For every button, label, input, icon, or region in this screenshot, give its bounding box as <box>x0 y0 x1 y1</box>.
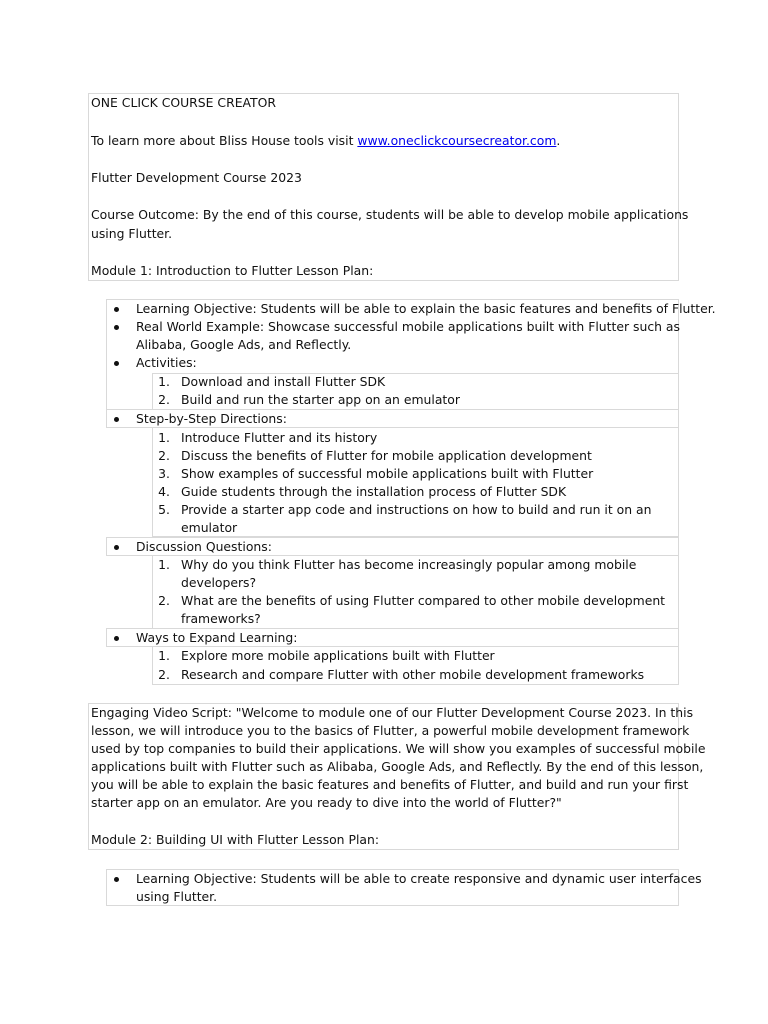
discussion-item-continued: developers? <box>181 575 257 590</box>
doc-title: ONE CLICK COURSE CREATOR <box>91 95 276 110</box>
video-script-line: Engaging Video Script: "Welcome to module one of our Flutter Development Course 2023. In this <box>91 705 694 720</box>
list-number: 2. <box>158 593 170 608</box>
list-number: 3. <box>158 466 170 481</box>
visit-line <box>91 132 560 150</box>
module2-learning-objective-line1: Learning Objective: Students will be able to create responsive and dynamic user interfaces <box>136 871 702 886</box>
step-item: Provide a starter app code and instructions on how to build and run it on an <box>181 502 652 517</box>
module2-title: Module 2: Building UI with Flutter Lesson Plan: <box>91 832 380 847</box>
activity-item: Download and install Flutter SDK <box>181 374 386 389</box>
activity-item: Build and run the starter app on an emulator <box>181 392 460 407</box>
step-item: Show examples of successful mobile applications built with Flutter <box>181 466 594 481</box>
activities-label: Activities: <box>136 355 197 370</box>
website-link[interactable]: www.oneclickcoursecreator.com <box>357 133 557 148</box>
bullet-icon <box>114 325 119 330</box>
discussion-item: What are the benefits of using Flutter compared to other mobile development <box>181 593 666 608</box>
bullet-icon <box>114 361 119 366</box>
list-number: 2. <box>158 392 170 407</box>
discussion-item: Why do you think Flutter has become increasingly popular among mobile <box>181 557 637 572</box>
course-title: Flutter Development Course 2023 <box>91 170 302 185</box>
header-box <box>88 93 679 281</box>
discussion-item-continued: frameworks? <box>181 611 261 626</box>
step-item-continued: emulator <box>181 520 238 535</box>
visit-suffix: . <box>556 133 561 148</box>
list-number: 1. <box>158 430 170 445</box>
video-script-line: used by top companies to build their applications. We will show you examples of successful mobile <box>91 741 706 756</box>
learning-objective: Learning Objective: Students will be able to explain the basic features and benefits of Flutter. <box>136 301 716 316</box>
list-number: 1. <box>158 648 170 663</box>
step-item: Guide students through the installation process of Flutter SDK <box>181 484 567 499</box>
course-outcome-line2: using Flutter. <box>91 226 173 241</box>
real-world-line1: Real World Example: Showcase successful mobile applications built with Flutter such as <box>136 319 680 334</box>
step-item: Discuss the benefits of Flutter for mobile application development <box>181 448 592 463</box>
bullet-icon <box>114 636 119 641</box>
expand-item: Explore more mobile applications built with Flutter <box>181 648 495 663</box>
video-script-line: you will be able to explain the basic features and benefits of Flutter, and build and run your first <box>91 777 689 792</box>
visit-prefix: To learn more about Bliss House tools visit <box>91 133 358 148</box>
bullet-icon <box>114 545 119 550</box>
discussion-label: Discussion Questions: <box>136 539 272 554</box>
course-outcome-line1: Course Outcome: By the end of this course, students will be able to develop mobile applications <box>91 207 689 222</box>
bullet-icon <box>114 877 119 882</box>
video-script-line: applications built with Flutter such as Alibaba, Google Ads, and Reflectly. By the end of this lesson, <box>91 759 704 774</box>
list-number: 1. <box>158 557 170 572</box>
list-number: 1. <box>158 374 170 389</box>
expand-label: Ways to Expand Learning: <box>136 630 298 645</box>
list-number: 4. <box>158 484 170 499</box>
expand-item: Research and compare Flutter with other mobile development frameworks <box>181 667 645 682</box>
module1-title: Module 1: Introduction to Flutter Lesson Plan: <box>91 263 374 278</box>
list-number: 2. <box>158 667 170 682</box>
bullet-icon <box>114 417 119 422</box>
list-number: 2. <box>158 448 170 463</box>
list-number: 5. <box>158 502 170 517</box>
real-world-line2: Alibaba, Google Ads, and Reflectly. <box>136 337 352 352</box>
video-script-line: lesson, we will introduce you to the basics of Flutter, a powerful mobile development framework <box>91 723 690 738</box>
module2-learning-objective-line2: using Flutter. <box>136 889 218 904</box>
video-script-line: starter app on an emulator. Are you ready to dive into the world of Flutter?" <box>91 795 562 810</box>
steps-label: Step-by-Step Directions: <box>136 411 287 426</box>
step-item: Introduce Flutter and its history <box>181 430 378 445</box>
bullet-icon <box>114 307 119 312</box>
